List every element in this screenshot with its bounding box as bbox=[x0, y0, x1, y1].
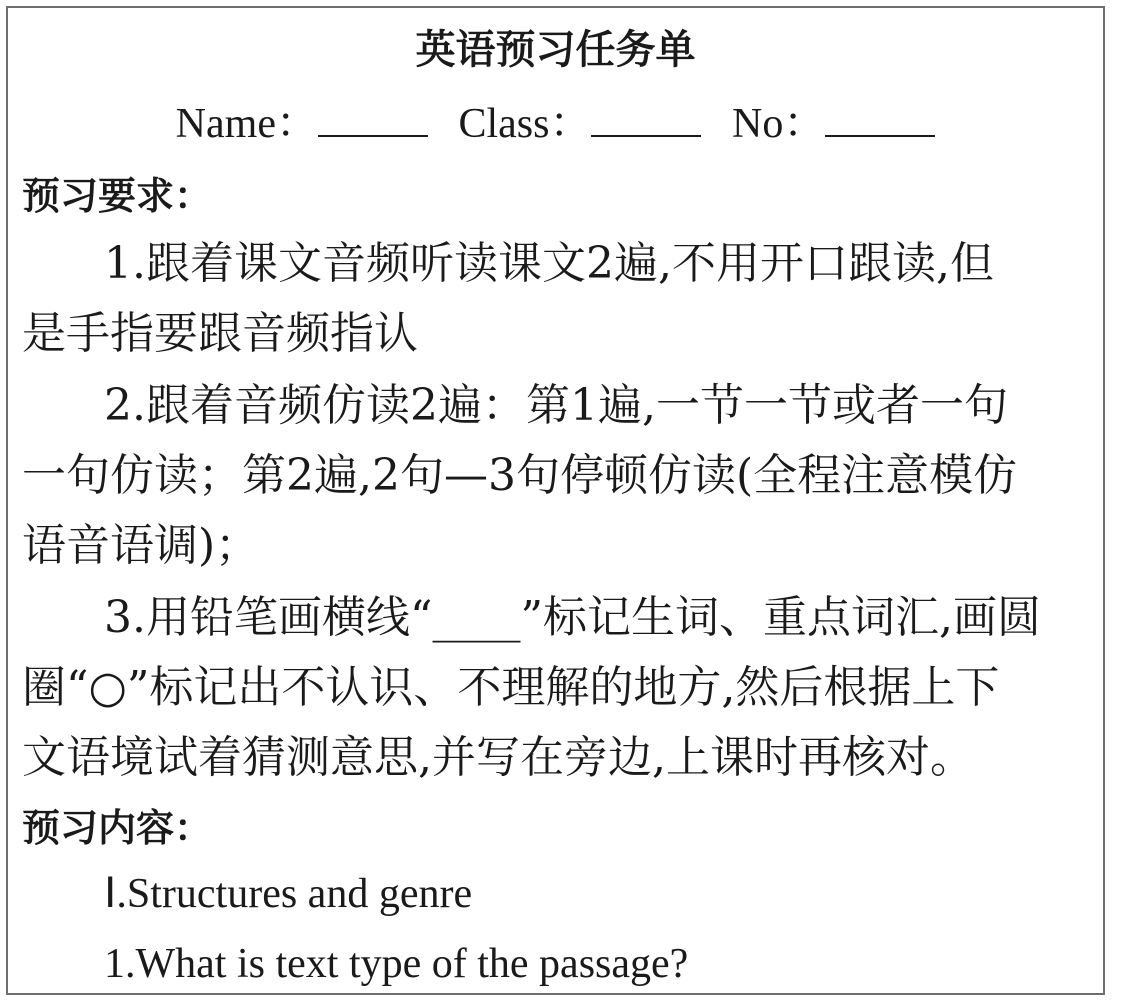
class-blank[interactable] bbox=[591, 101, 701, 137]
requirement-3-line-3: 文语境试着猜测意思,并写在旁边,上课时再核对。 bbox=[22, 732, 974, 783]
requirement-3-line-2: 圈“○”标记出不认识、不理解的地方,然后根据上下 bbox=[22, 662, 1000, 713]
no-field bbox=[732, 96, 935, 152]
name-field bbox=[176, 96, 428, 152]
preview-task-sheet bbox=[6, 6, 1105, 995]
no-label: No： bbox=[731, 101, 826, 147]
name-blank[interactable] bbox=[318, 101, 428, 137]
requirement-2-line-2: 一句仿读；第2遍,2句—3句停顿仿读(全程注意模仿 bbox=[22, 450, 1018, 501]
question-1: 1.What is text type of the passage? bbox=[104, 941, 689, 987]
class-label: Class： bbox=[458, 101, 592, 147]
requirement-2-line-1: 2.跟着音频仿读2遍：第1遍,一节一节或者一句 bbox=[104, 380, 1008, 431]
name-label: Name： bbox=[175, 101, 318, 147]
no-blank[interactable] bbox=[825, 101, 935, 137]
requirement-1-line-1: 1.跟着课文音频听读课文2遍,不用开口跟读,但 bbox=[104, 238, 994, 289]
student-info-fields bbox=[8, 96, 1103, 152]
requirement-2-line-3: 语音语调)； bbox=[22, 520, 260, 571]
content-heading: 预习内容： bbox=[22, 806, 213, 850]
class-field bbox=[458, 96, 701, 152]
section-1-title: Ⅰ.Structures and genre bbox=[104, 871, 473, 917]
requirement-3-line-1: 3.用铅笔画横线“____”标记生词、重点词汇,画圆 bbox=[104, 592, 1041, 643]
requirements-heading: 预习要求： bbox=[22, 174, 213, 218]
sheet-title: 英语预习任务单 bbox=[415, 27, 696, 73]
requirement-1-line-2: 是手指要跟音频指认 bbox=[22, 308, 418, 359]
